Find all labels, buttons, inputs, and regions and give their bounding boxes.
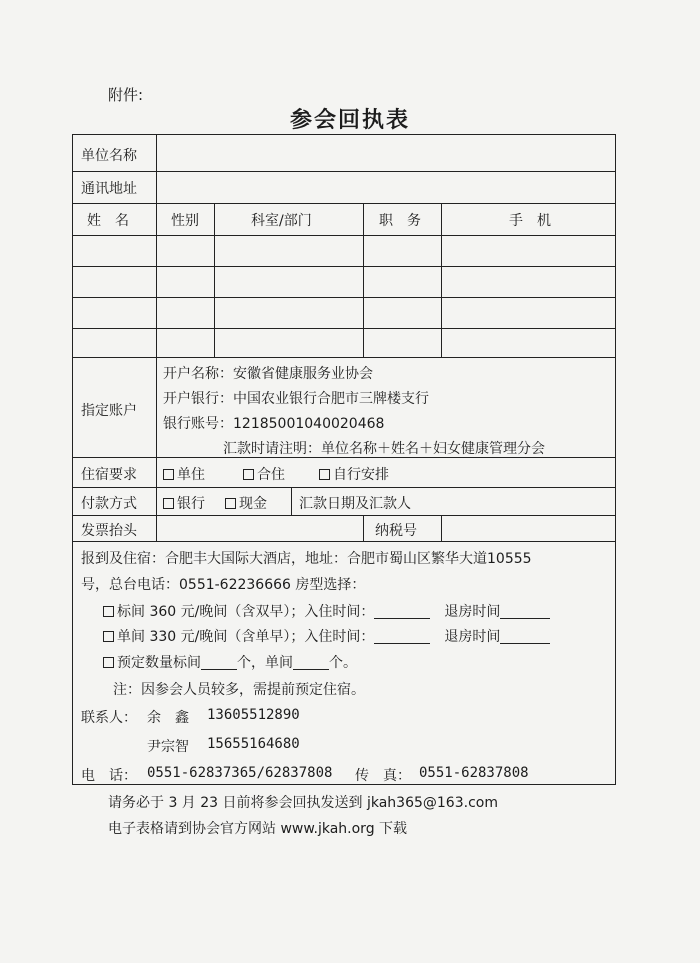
lodging-label: 住宿要求: [81, 467, 137, 483]
registration-form: [72, 134, 616, 785]
lodging-self-option[interactable]: 自行安排: [319, 464, 389, 484]
checkout-date-blank[interactable]: [500, 604, 550, 619]
checkbox-icon: [163, 469, 174, 480]
address-field[interactable]: [157, 172, 615, 202]
payment-label: 付款方式: [81, 496, 137, 512]
payment-cash-option[interactable]: 现金: [225, 493, 267, 513]
submission-instruction: 请务必于 3 月 23 日前将参会回执发送到 jkah365@163.com: [108, 795, 498, 811]
single-room-option[interactable]: 单间 330 元/晚间（含单早）；入住时间： 退房时间: [103, 626, 550, 646]
contact-1-name: 余 鑫: [147, 710, 189, 726]
standard-room-option[interactable]: 标间 360 元/晚间（含双早）；入住时间： 退房时间: [103, 601, 550, 621]
fax-number: 0551-62837808: [419, 765, 529, 781]
header-name: 姓 名: [87, 213, 129, 229]
checkin-date-blank[interactable]: [374, 629, 430, 644]
tax-number-label: 纳税号: [375, 523, 417, 539]
lodging-single-option[interactable]: 单住: [163, 464, 205, 484]
remittance-date-label: 汇款日期及汇款人: [299, 496, 411, 512]
account-bank: 开户银行：中国农业银行合肥市三牌楼支行: [163, 391, 429, 407]
header-position: 职 务: [379, 213, 421, 229]
header-gender: 性别: [171, 213, 199, 229]
checkbox-icon: [319, 469, 330, 480]
checkin-date-blank[interactable]: [374, 604, 430, 619]
payment-bank-option[interactable]: 银行: [163, 493, 205, 513]
contact-2-name: 尹宗智: [147, 739, 189, 755]
address-label: 通讯地址: [81, 181, 137, 197]
checkbox-icon: [103, 631, 114, 642]
page-title: 参会回执表: [289, 107, 410, 133]
unit-name-label: 单位名称: [81, 148, 137, 164]
participant-row[interactable]: [73, 236, 616, 265]
standard-count-blank[interactable]: [201, 655, 237, 670]
tax-number-field[interactable]: [442, 516, 615, 540]
account-number: 银行账号：12185001040020468: [163, 416, 385, 432]
invoice-title-field[interactable]: [157, 516, 362, 540]
checkbox-icon: [243, 469, 254, 480]
contact-label: 联系人：: [81, 710, 137, 726]
telephone-label: 电 话：: [81, 768, 137, 784]
hotel-info-line1: 报到及住宿：合肥丰大国际大酒店，地址：合肥市蜀山区繁华大道10555: [81, 551, 532, 567]
checkbox-icon: [163, 498, 174, 509]
participant-row[interactable]: [73, 267, 616, 296]
checkbox-icon: [225, 498, 236, 509]
account-label: 指定账户: [81, 403, 137, 419]
single-count-blank[interactable]: [293, 655, 329, 670]
account-holder: 开户名称：安徽省健康服务业协会: [163, 366, 373, 382]
contact-1-phone: 13605512890: [207, 707, 300, 723]
remittance-note: 汇款时请注明：单位名称＋姓名＋妇女健康管理分会: [223, 441, 545, 457]
checkbox-icon: [103, 657, 114, 668]
invoice-title-label: 发票抬头: [81, 523, 137, 539]
hotel-info-line2: 号，总台电话：0551-62236666 房型选择：: [81, 577, 366, 593]
checkbox-icon: [103, 606, 114, 617]
checkout-date-blank[interactable]: [500, 629, 550, 644]
participant-row[interactable]: [73, 298, 616, 327]
unit-name-field[interactable]: [157, 136, 615, 170]
reserve-quantity[interactable]: 预定数量标间 个，单间 个。: [103, 652, 357, 672]
telephone-number: 0551-62837365/62837808: [147, 765, 333, 781]
lodging-shared-option[interactable]: 合住: [243, 464, 285, 484]
attachment-label: 附件:: [108, 86, 144, 104]
reservation-note: 注：因参会人员较多，需提前预定住宿。: [113, 682, 365, 698]
contact-2-phone: 15655164680: [207, 736, 300, 752]
header-dept: 科室/部门: [251, 213, 312, 229]
header-phone: 手 机: [509, 213, 551, 229]
fax-label: 传 真：: [355, 768, 411, 784]
download-instruction: 电子表格请到协会官方网站 www.jkah.org 下载: [108, 821, 408, 837]
